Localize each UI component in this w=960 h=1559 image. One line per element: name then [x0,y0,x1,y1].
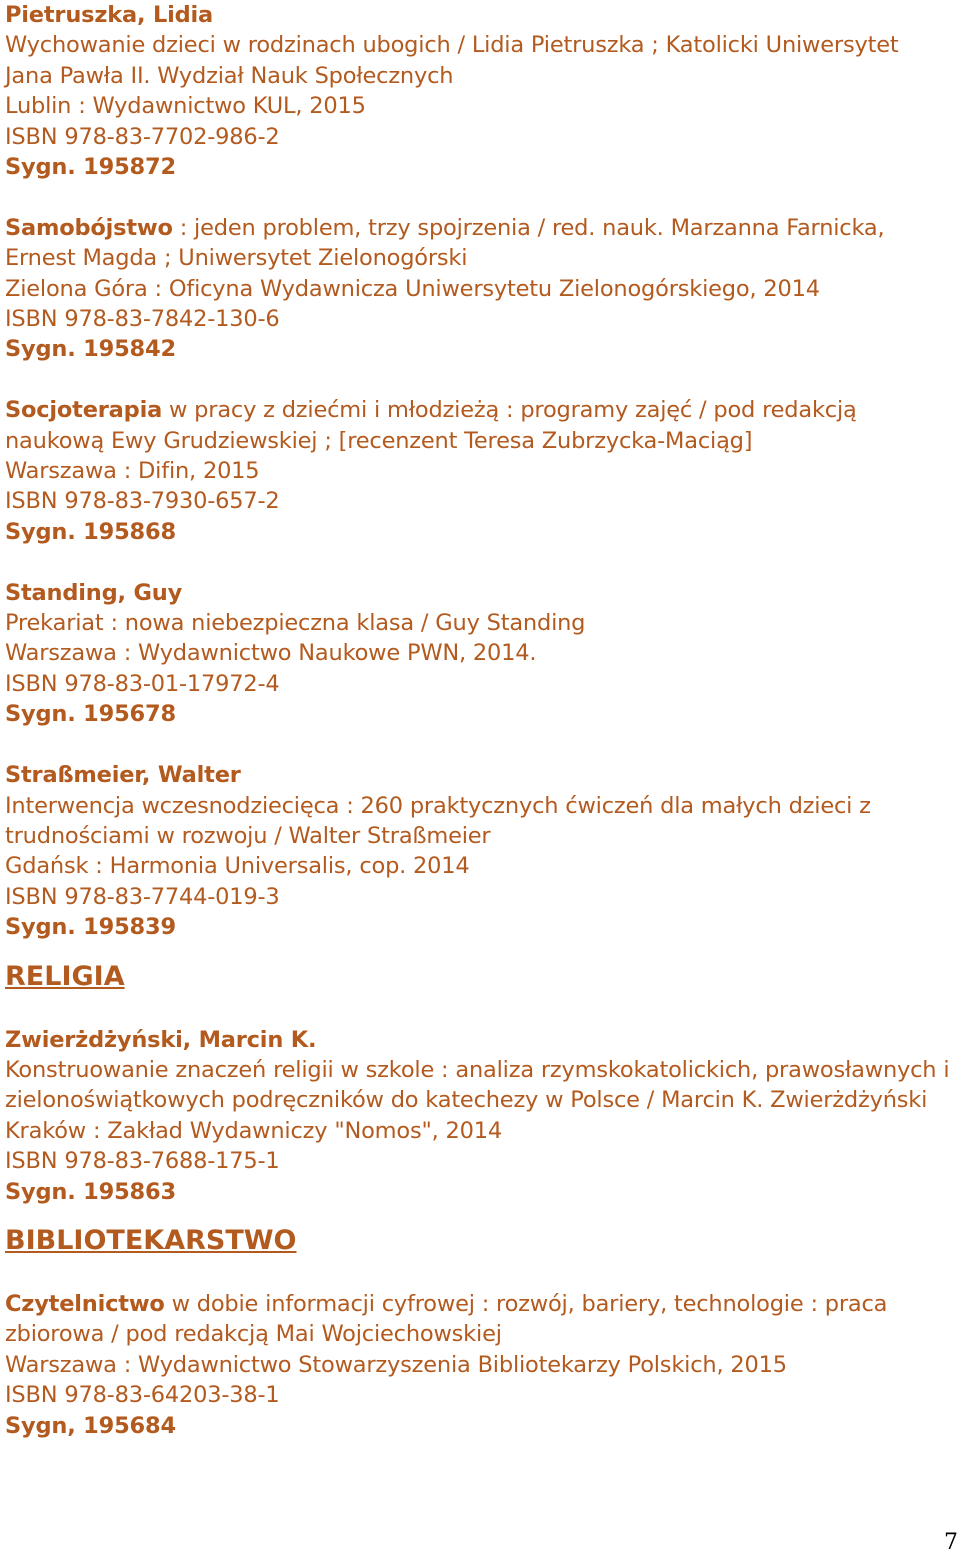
entry-line: Lublin : Wydawnictwo KUL, 2015 [5,93,366,120]
entry-title-keyword: Czytelnictwo [5,1290,165,1317]
entry-title-rest: : jeden problem, trzy spojrzenia / red. nauk. Marzanna Farnicka, [172,214,885,241]
entry-title-keyword: Socjoterapia [5,397,163,424]
entry-line: Warszawa : Difin, 2015 [5,458,260,485]
entry-title-line [5,1289,955,1319]
section-heading-religia: RELIGIA [5,960,125,992]
entry-author: Straßmeier, Walter [5,762,241,789]
entry-title-line [5,213,955,243]
entry-signature: Sygn. 195872 [5,154,176,181]
entry-line: trudnościami w rozwoju / Walter Straßmeier [5,822,491,849]
entry-line: Prekariat : nowa niebezpieczna klasa / Guy Standing [5,610,586,637]
catalog-entry [5,1289,955,1441]
entry-line: Gdańsk : Harmonia Universalis, cop. 2014 [5,853,470,880]
entry-title-rest: w dobie informacji cyfrowej : rozwój, bariery, technologie : praca [164,1290,888,1317]
entry-line: naukową Ewy Grudziewskiej ; [recenzent Teresa Zubrzycka-Maciąg] [5,427,753,454]
entry-signature: Sygn. 195863 [5,1178,176,1205]
entry-line: Warszawa : Wydawnictwo Stowarzyszenia Bibliotekarzy Polskich, 2015 [5,1351,787,1378]
entry-author: Zwierżdżyński, Marcin K. [5,1026,317,1053]
entry-isbn: ISBN 978-83-7842-130-6 [5,306,280,333]
entry-signature: Sygn. 195678 [5,701,176,728]
catalog-page [5,0,955,1471]
catalog-entry [5,760,955,942]
catalog-entry [5,578,955,730]
entry-line: Konstruowanie znaczeń religii w szkole : analiza rzymskokatolickich, prawosławnych i [5,1056,950,1083]
catalog-entry [5,395,955,547]
page-number: 7 [944,1530,958,1555]
entry-line: zielonoświątkowych podręczników do katechezy w Polsce / Marcin K. Zwierżdżyński [5,1087,928,1114]
entry-line: Warszawa : Wydawnictwo Naukowe PWN, 2014. [5,640,537,667]
entry-signature: Sygn. 195868 [5,518,176,545]
entry-isbn: ISBN 978-83-64203-38-1 [5,1382,280,1409]
entry-line: Zielona Góra : Oficyna Wydawnicza Uniwersytetu Zielonogórskiego, 2014 [5,275,820,302]
entry-line: zbiorowa / pod redakcją Mai Wojciechowskiej [5,1321,502,1348]
entry-line: Wychowanie dzieci w rodzinach ubogich / Lidia Pietruszka ; Katolicki Uniwersytet [5,32,899,59]
entry-isbn: ISBN 978-83-7744-019-3 [5,883,280,910]
catalog-entry [5,0,955,182]
catalog-entry [5,213,955,365]
entry-title-line [5,395,955,425]
entry-line: Ernest Magda ; Uniwersytet Zielonogórski [5,245,468,272]
entry-author: Standing, Guy [5,579,183,606]
section-heading-bibliotekarstwo: BIBLIOTEKARSTWO [5,1224,297,1256]
entry-signature: Sygn. 195842 [5,336,176,363]
entry-line: Jana Pawła II. Wydział Nauk Społecznych [5,62,454,89]
entry-signature: Sygn, 195684 [5,1412,176,1439]
entry-isbn: ISBN 978-83-7930-657-2 [5,488,280,515]
entry-author: Pietruszka, Lidia [5,2,213,28]
entry-title-keyword: Samobójstwo [5,214,173,241]
entry-line: Interwencja wczesnodziecięca : 260 praktycznych ćwiczeń dla małych dzieci z [5,792,871,819]
entry-line: Kraków : Zakład Wydawniczy "Nomos", 2014 [5,1117,502,1144]
entry-title-rest: w pracy z dziećmi i młodzieżą : programy zajęć / pod redakcją [162,397,857,424]
catalog-entry [5,1025,955,1207]
entry-isbn: ISBN 978-83-7688-175-1 [5,1148,280,1175]
entry-isbn: ISBN 978-83-7702-986-2 [5,123,280,150]
entry-signature: Sygn. 195839 [5,914,176,941]
entry-isbn: ISBN 978-83-01-17972-4 [5,670,280,697]
